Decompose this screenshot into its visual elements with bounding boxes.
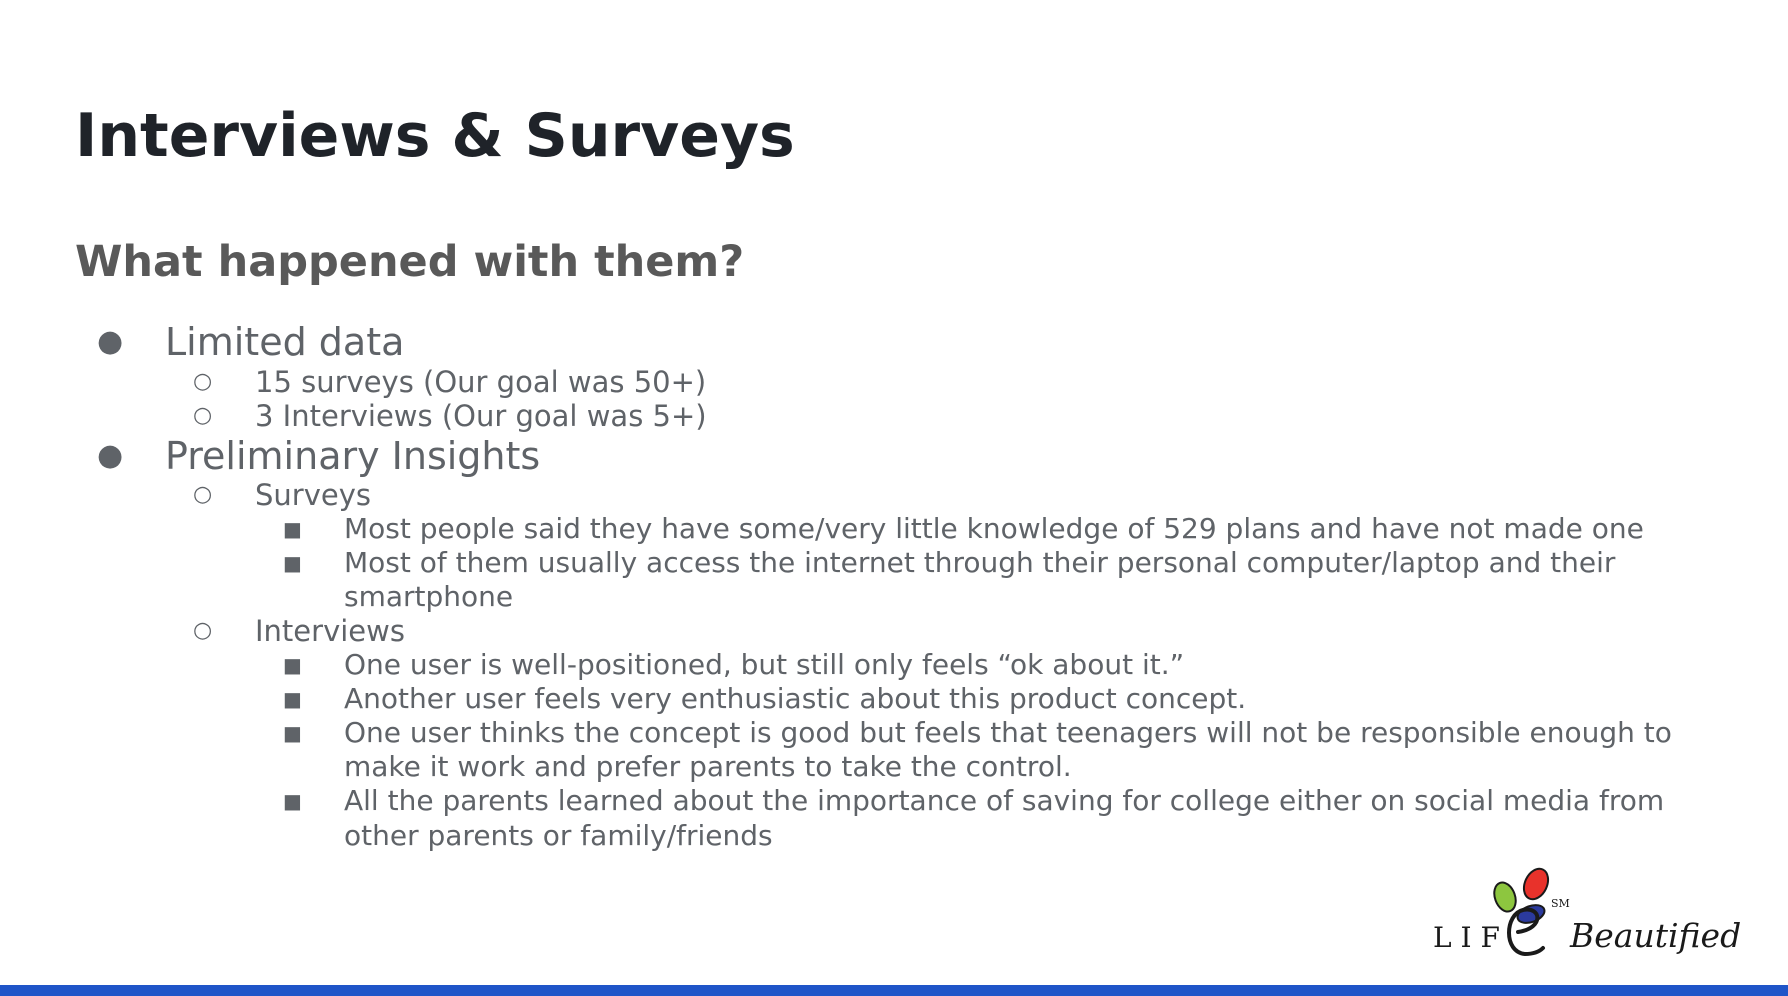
square-bullet-icon: ■ xyxy=(283,551,302,575)
list-item-label: other parents or family/friends xyxy=(344,819,773,852)
list-item-label: 15 surveys (Our goal was 50+) xyxy=(255,365,707,399)
slide-title: Interviews & Surveys xyxy=(75,101,795,171)
life-beautified-logo xyxy=(1425,862,1745,962)
list-item-label: All the parents learned about the importance of saving for college either on social media from xyxy=(344,784,1665,817)
logo-left-text: L I F xyxy=(1433,921,1500,954)
list-item-label: make it work and prefer parents to take the control. xyxy=(344,750,1072,783)
hollow-bullet-icon: ○ xyxy=(193,482,213,507)
list-item-label: One user is well-positioned, but still only feels “ok about it.” xyxy=(344,648,1185,681)
list-item-label: Limited data xyxy=(165,320,405,364)
list-item-label: Another user feels very enthusiastic about this product concept. xyxy=(344,682,1247,715)
hollow-bullet-icon: ○ xyxy=(193,369,213,394)
list-item-label: Most people said they have some/very little knowledge of 529 plans and have not made one xyxy=(344,512,1644,545)
list-item-label: Most of them usually access the internet through their personal computer/laptop and their xyxy=(344,546,1616,579)
red-leaf-icon xyxy=(1519,865,1552,903)
bottom-accent-bar xyxy=(0,985,1788,996)
list-item-label: 3 Interviews (Our goal was 5+) xyxy=(255,399,707,433)
logo-graphic xyxy=(1425,862,1745,962)
list-item-label: Preliminary Insights xyxy=(165,434,541,478)
bullet-icon: ● xyxy=(97,324,124,359)
list-item-label: One user thinks the concept is good but feels that teenagers will not be responsible enough to xyxy=(344,716,1672,749)
logo-right-text: Beautified xyxy=(1570,916,1742,955)
hollow-bullet-icon: ○ xyxy=(193,403,213,428)
list-item-label: Interviews xyxy=(255,614,405,648)
square-bullet-icon: ■ xyxy=(283,721,302,745)
list-item-label: smartphone xyxy=(344,580,514,613)
logo-sm-mark: SM xyxy=(1551,897,1570,910)
square-bullet-icon: ■ xyxy=(283,789,302,813)
blue-leaf-icon xyxy=(1515,902,1547,927)
square-bullet-icon: ■ xyxy=(283,653,302,677)
hollow-bullet-icon: ○ xyxy=(193,618,213,643)
bullet-icon: ● xyxy=(97,438,124,473)
square-bullet-icon: ■ xyxy=(283,687,302,711)
list-item-label: Surveys xyxy=(255,478,371,512)
slide-subtitle: What happened with them? xyxy=(75,237,745,287)
square-bullet-icon: ■ xyxy=(283,517,302,541)
green-leaf-icon xyxy=(1490,879,1519,914)
